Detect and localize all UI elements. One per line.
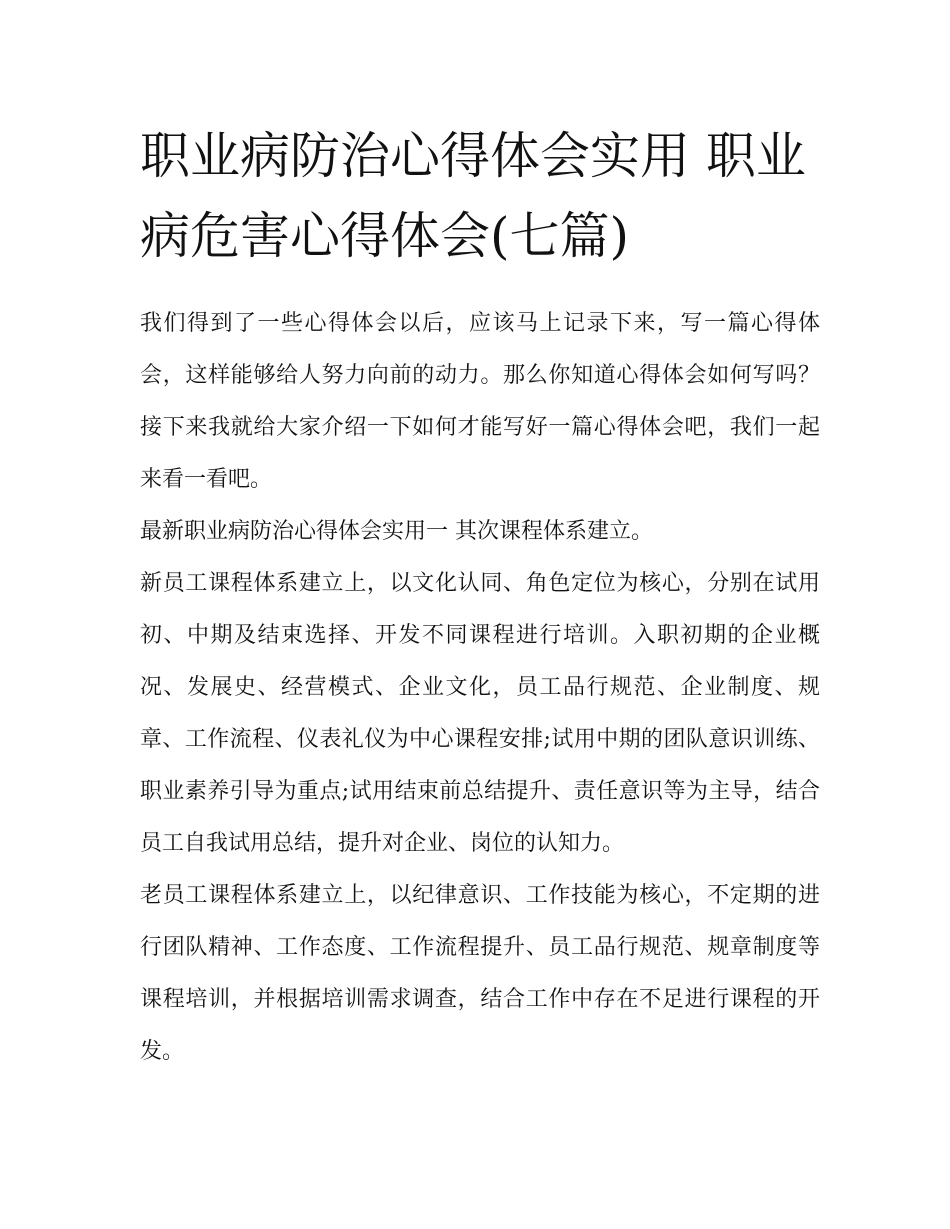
paragraph-new-employee-courses: 新员工课程体系建立上，以文化认同、角色定位为核心，分别在试用初、中期及结束选择、开发不同课程进行培训。入职初期的企业概况、发展史、经营模式、企业文化，员工品行规范、企业制度、规章、工作流程、仪表礼仪为中心课程安排;试用中期的团队意识训练、职业素养引导为重点;试用结束前总结提升、责任意识等为主导，结合员工自我试用总结，提升对企业、岗位的认知力。 <box>140 571 820 856</box>
paragraph-section-heading: 最新职业病防治心得体会实用一 其次课程体系建立。 <box>140 519 653 544</box>
paragraph-old-employee-courses: 老员工课程体系建立上，以纪律意识、工作技能为核心，不定期的进行团队精神、工作态度、工作流程提升、员工品行规范、规章制度等课程培训，并根据培训需求调查，结合工作中存在不足进行课程的开发。 <box>140 883 820 1064</box>
paragraph-intro: 我们得到了一些心得体会以后，应该马上记录下来，写一篇心得体会，这样能够给人努力向前的动力。那么你知道心得体会如何写吗？接下来我就给大家介绍一下如何才能写好一篇心得体会吧，我们一起来看一看吧。 <box>140 311 820 492</box>
document-body <box>140 116 820 1078</box>
document-title: 职业病防治心得体会实用 职业病危害心得体会(七篇) <box>140 127 806 265</box>
